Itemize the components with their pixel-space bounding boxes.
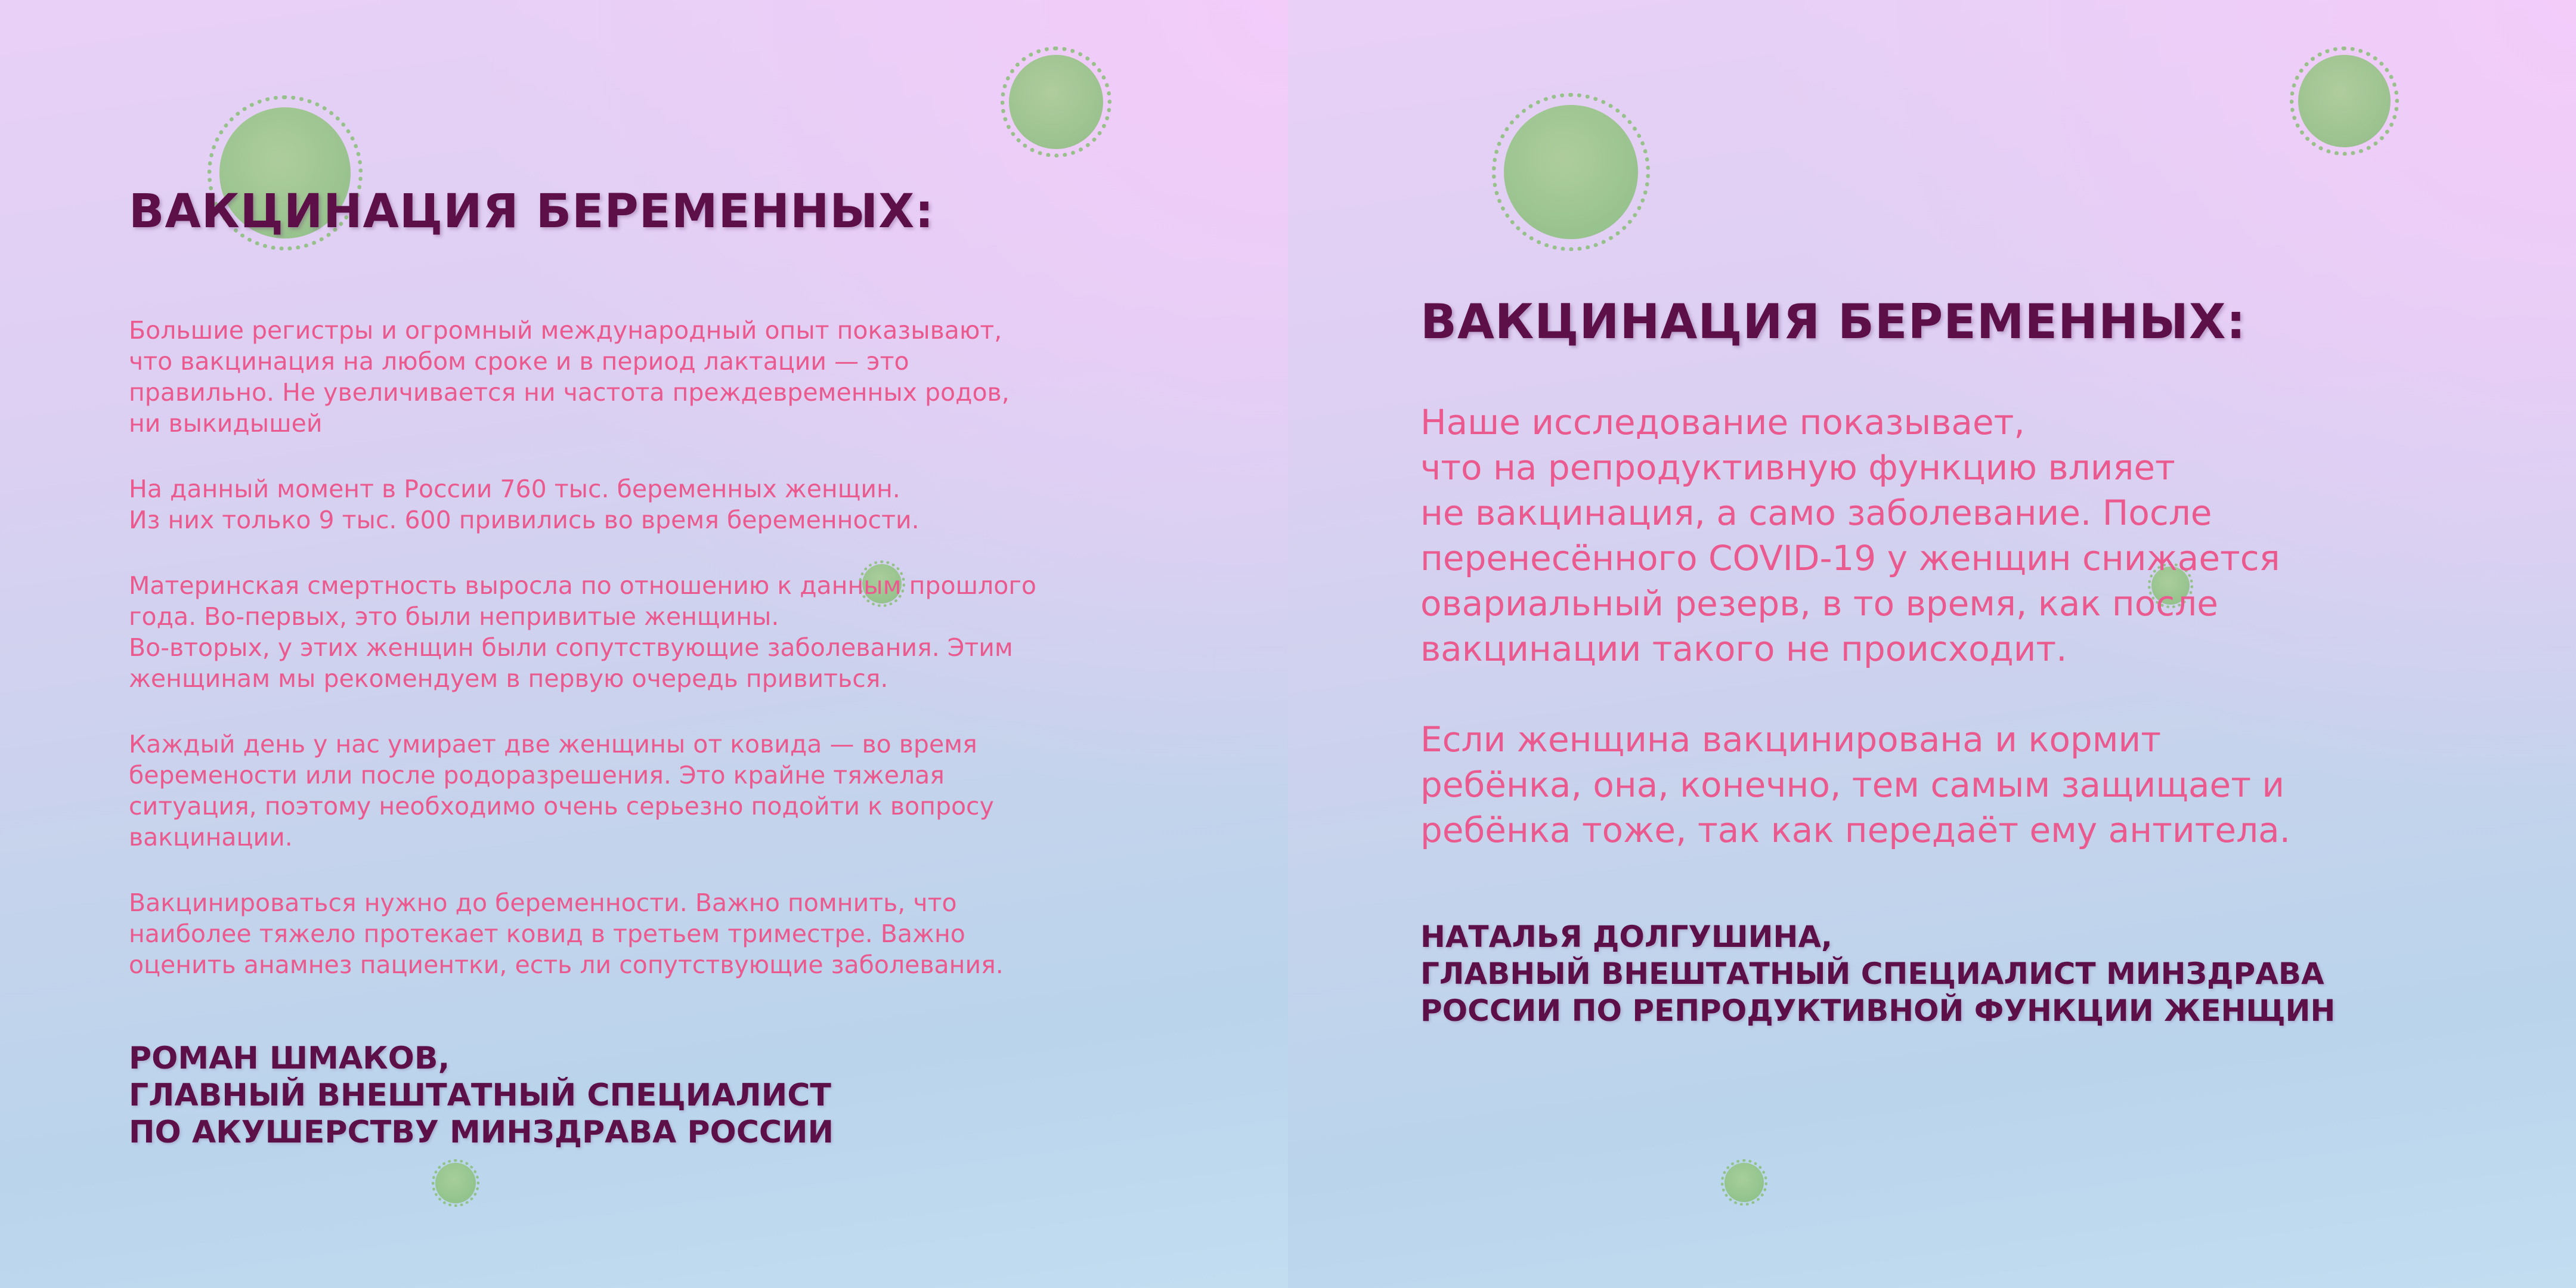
virus-icon [1724,1163,1764,1202]
quote-paragraph: Большие регистры и огромный международный опыт показывают, что вакцинация на любом сроке и в период лактации — это правильно. Не увеличивается ни частота преждевременных родов, ни выкидышей [129,316,1010,438]
left-slide-content [129,179,1202,1151]
quote-body [129,315,1202,980]
quote-paragraph: Вакцинироваться нужно до беременности. Важно помнить, что наиболее тяжело протекает ковид в третьем триместре. Важно оценить анамнез пациентки, есть ли сопутствующие заболевания. [129,888,1004,979]
quote-body [1420,400,2529,853]
slide-title: ВАКЦИНАЦИЯ БЕРЕМЕННЫХ: [129,185,934,239]
right-slide-content [1420,286,2529,1029]
virus-icon [1504,105,1638,239]
quote-paragraph: Каждый день у нас умирает две женщины от ковида — во время беремености или после родоразрешения. Это крайне тяжелая ситуация, поэтому необходимо очень серьезно подойти к вопросу вакцинации. [129,730,994,852]
quote-paragraph: Материнская смертность выросла по отношению к данным прошлого года. Во-первых, это были непривитые женщины. Во-вторых, у этих женщин были сопутствующие заболевания. Этим женщинам мы рекомендуем в первую очередь привиться. [129,571,1036,693]
right-slide [1288,0,2576,1288]
virus-icon [435,1163,476,1203]
author-attribution: РОМАН ШМАКОВ, ГЛАВНЫЙ ВНЕШТАТНЫЙ СПЕЦИАЛИСТ ПО АКУШЕРСТВУ МИНЗДРАВА РОССИИ [129,1041,834,1150]
virus-icon [1009,55,1103,149]
quote-paragraph: Если женщина вакцинирована и кормит ребёнка, она, конечно, тем самым защищает и ребёнка тоже, так как передаёт ему антитела. [1420,719,2291,850]
author-attribution: НАТАЛЬЯ ДОЛГУШИНА, ГЛАВНЫЙ ВНЕШТАТНЫЙ СПЕЦИАЛИСТ МИНЗДРАВА РОССИИ ПО РЕПРОДУКТИВНОЙ ФУНКЦИИ ЖЕНЩИН [1420,919,2336,1028]
virus-icon [2298,55,2391,147]
quote-paragraph: Наше исследование показывает, что на репродуктивную функцию влияет не вакцинация, а само заболевание. После перенесённого COVID-19 у женщин снижается овариальный резерв, в то время, как после вакцинации такого не происходит. [1420,402,2280,669]
slide-title: ВАКЦИНАЦИЯ БЕРЕМЕННЫХ: [1420,294,2246,349]
quote-paragraph: На данный момент в России 760 тыс. беременных женщин. Из них только 9 тыс. 600 привились во время беременности. [129,475,919,534]
